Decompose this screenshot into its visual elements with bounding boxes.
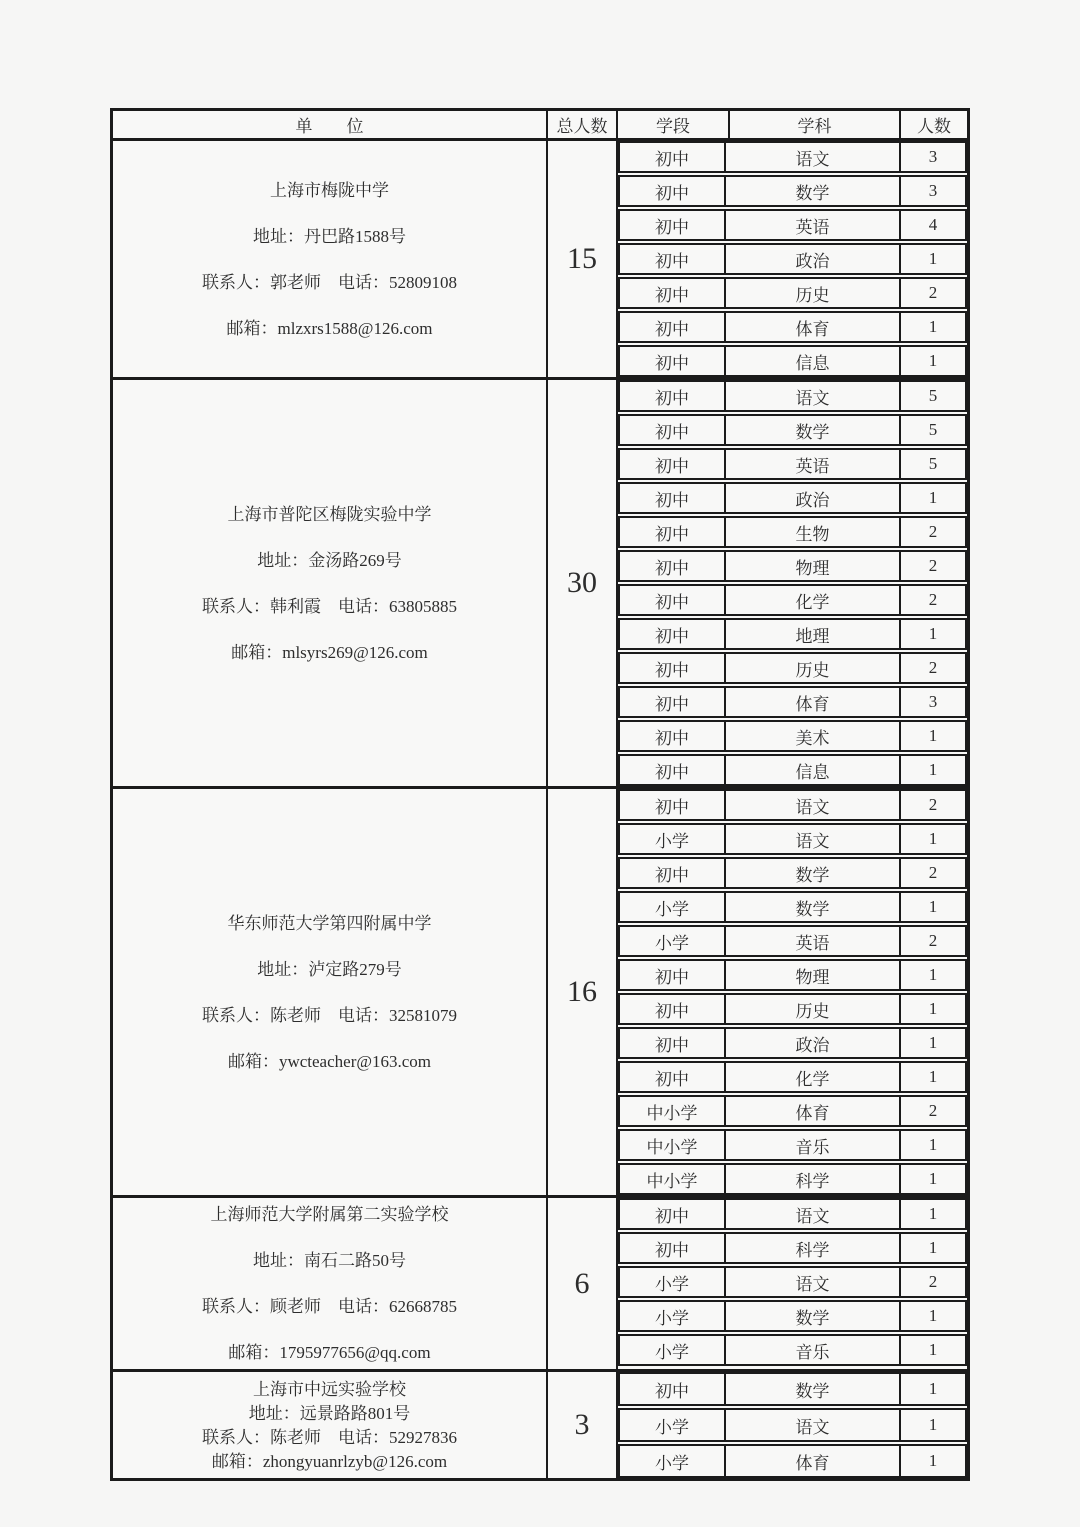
count-cell: 1 [928,1135,938,1154]
school-address: 地址：丹巴路1588号 [253,226,406,246]
stage-cell: 小学 [620,1302,726,1330]
stage-cell: 初中 [620,1200,726,1228]
subject-row [618,1061,967,1093]
school-block [113,377,967,786]
stage-cell: 初中 [620,450,726,478]
subject-cell: 体育 [726,1446,901,1476]
school-block [113,1195,967,1369]
subject-cell: 历史 [726,654,901,682]
stage-cell: 小学 [620,1336,726,1364]
subject-cell: 语文 [726,382,901,410]
subject-cell: 历史 [726,995,901,1023]
school-contact: 联系人：陈老师 电话：52927836 [202,1427,457,1447]
subject-rows [618,1198,967,1369]
stage-cell: 小学 [620,825,726,853]
count-cell: 1 [928,965,938,984]
recruitment-table [110,108,970,1481]
count-cell: 5 [928,386,938,405]
count-cell: 3 [928,147,938,166]
stage-cell: 初中 [620,416,726,444]
school-block [113,1369,967,1478]
stage-cell: 初中 [620,620,726,648]
subject-cell: 数学 [726,416,901,444]
school-email: 邮箱：1795977656@qq.com [228,1343,431,1362]
stage-cell: 初中 [620,1374,726,1404]
school-block [113,141,967,377]
stage-cell: 小学 [620,927,726,955]
subject-rows [618,1372,967,1478]
subject-cell: 美术 [726,722,901,750]
stage-cell: 初中 [620,313,726,341]
subject-row [618,345,967,377]
subject-row [618,1334,967,1366]
subject-row [618,1232,967,1264]
stage-cell: 小学 [620,1446,726,1476]
count-cell: 1 [928,624,938,643]
subject-cell: 化学 [726,586,901,614]
unit-cell [113,789,548,1195]
subject-cell: 科学 [726,1234,901,1262]
count-cell: 1 [928,829,938,848]
total-count: 15 [548,141,618,377]
subject-row [618,1027,967,1059]
subject-row [618,175,967,207]
subject-cell: 英语 [726,450,901,478]
subject-cell: 数学 [726,859,901,887]
subject-cell: 政治 [726,245,901,273]
stage-cell: 初中 [620,654,726,682]
count-cell: 1 [928,897,938,916]
count-cell: 1 [928,1204,938,1223]
subject-row [618,584,967,616]
subject-cell: 科学 [726,1165,901,1193]
subject-cell: 语文 [726,1410,901,1440]
stage-cell: 初中 [620,688,726,716]
subject-row [618,277,967,309]
stage-cell: 初中 [620,722,726,750]
school-address: 地址：泸定路279号 [257,959,402,979]
subject-row [618,857,967,889]
stage-cell: 小学 [620,893,726,921]
count-cell: 1 [928,317,938,336]
count-cell: 1 [928,726,938,745]
count-cell: 1 [928,1340,938,1359]
stage-cell: 初中 [620,382,726,410]
subject-row [618,243,967,275]
count-cell: 1 [928,760,938,779]
subject-rows [618,380,967,786]
stage-cell: 初中 [620,518,726,546]
subject-row [618,925,967,957]
count-cell: 2 [928,283,938,302]
count-cell: 2 [928,590,938,609]
subject-cell: 数学 [726,1302,901,1330]
subject-row [618,414,967,446]
count-cell: 2 [928,556,938,575]
total-count: 30 [548,380,618,786]
subject-row [618,720,967,752]
subject-row [618,1129,967,1161]
subject-cell: 政治 [726,484,901,512]
school-contact: 联系人：郭老师 电话：52809108 [202,272,457,292]
subject-cell: 音乐 [726,1336,901,1364]
table-blocks [113,141,967,1478]
school-email: 邮箱：ywcteacher@163.com [227,1051,432,1071]
subject-row [618,141,967,173]
header-total: 总人数 [548,111,618,138]
count-cell: 1 [928,1451,938,1470]
stage-cell: 初中 [620,1029,726,1057]
subject-row [618,1372,967,1406]
school-name: 上海市普陀区梅陇实验中学 [227,504,432,524]
subject-row [618,1163,967,1195]
stage-cell: 初中 [620,347,726,375]
subject-cell: 语文 [726,1268,901,1296]
subject-row [618,686,967,718]
subject-row [618,311,967,343]
subject-cell: 语文 [726,825,901,853]
count-cell: 3 [928,181,938,200]
count-cell: 5 [928,420,938,439]
subject-cell: 物理 [726,961,901,989]
total-count: 6 [548,1198,618,1369]
header-stage: 学段 [618,111,730,138]
subject-row [618,448,967,480]
subject-row [618,209,967,241]
subject-cell: 化学 [726,1063,901,1091]
header-unit: 单 位 [113,111,548,138]
subject-cell: 信息 [726,347,901,375]
count-cell: 1 [928,488,938,507]
school-contact: 联系人：陈老师 电话：32581079 [202,1005,457,1025]
unit-cell [113,1198,548,1369]
stage-cell: 小学 [620,1410,726,1440]
count-cell: 1 [928,249,938,268]
school-email: 邮箱：mlzxrs1588@126.com [226,318,433,338]
stage-cell: 中小学 [620,1131,726,1159]
count-cell: 2 [928,1101,938,1120]
subject-cell: 语文 [726,1200,901,1228]
subject-row [618,1266,967,1298]
stage-cell: 初中 [620,756,726,784]
count-cell: 2 [928,795,938,814]
subject-cell: 体育 [726,1097,901,1125]
subject-cell: 历史 [726,279,901,307]
stage-cell: 初中 [620,211,726,239]
subject-cell: 英语 [726,211,901,239]
unit-cell [113,380,548,786]
stage-cell: 小学 [620,1268,726,1296]
subject-row [618,823,967,855]
school-email: 邮箱：zhongyuanrlzyb@126.com [211,1451,448,1471]
subject-row [618,516,967,548]
subject-cell: 数学 [726,1374,901,1404]
count-cell: 1 [928,1238,938,1257]
subject-row [618,550,967,582]
count-cell: 1 [928,1169,938,1188]
stage-cell: 初中 [620,177,726,205]
subject-cell: 地理 [726,620,901,648]
table-header-row [113,111,967,141]
unit-cell [113,141,548,377]
header-count: 人数 [917,117,951,136]
subject-cell: 体育 [726,313,901,341]
school-contact: 联系人：顾老师 电话：62668785 [202,1297,457,1316]
school-name: 华东师范大学第四附属中学 [227,913,432,933]
subject-cell: 生物 [726,518,901,546]
count-cell: 2 [928,863,938,882]
count-cell: 5 [928,454,938,473]
subject-row [618,618,967,650]
school-name: 上海市梅陇中学 [270,180,389,200]
stage-cell: 中小学 [620,1165,726,1193]
unit-cell [113,1372,548,1478]
count-cell: 1 [928,1379,938,1398]
stage-cell: 初中 [620,143,726,171]
subject-row [618,959,967,991]
count-cell: 1 [928,1067,938,1086]
count-cell: 2 [928,658,938,677]
stage-cell: 初中 [620,1063,726,1091]
subject-cell: 音乐 [726,1131,901,1159]
stage-cell: 初中 [620,552,726,580]
stage-cell: 初中 [620,859,726,887]
subject-row [618,754,967,786]
stage-cell: 初中 [620,961,726,989]
school-name: 上海市中远实验学校 [253,1379,406,1399]
stage-cell: 初中 [620,1234,726,1262]
subject-rows [618,789,967,1195]
school-email: 邮箱：mlsyrs269@126.com [231,642,428,662]
header-subject: 学科 [730,111,901,138]
stage-cell: 初中 [620,791,726,819]
subject-cell: 英语 [726,927,901,955]
subject-row [618,1300,967,1332]
subject-cell: 物理 [726,552,901,580]
school-address: 地址：金汤路269号 [257,550,402,570]
stage-cell: 初中 [620,279,726,307]
subject-row [618,1095,967,1127]
subject-row [618,1408,967,1442]
count-cell: 1 [928,351,938,370]
school-name: 上海师范大学附属第二实验学校 [210,1205,449,1224]
count-cell: 2 [928,1272,938,1291]
count-cell: 1 [928,1306,938,1325]
subject-cell: 体育 [726,688,901,716]
subject-cell: 信息 [726,756,901,784]
stage-cell: 初中 [620,245,726,273]
count-cell: 1 [928,1033,938,1052]
subject-row [618,652,967,684]
school-address: 地址：南石二路50号 [253,1251,406,1270]
subject-row [618,1444,967,1478]
stage-cell: 中小学 [620,1097,726,1125]
subject-row [618,380,967,412]
subject-row [618,789,967,821]
total-count: 3 [548,1372,618,1478]
count-cell: 1 [928,999,938,1018]
total-count: 16 [548,789,618,1195]
subject-cell: 政治 [726,1029,901,1057]
stage-cell: 初中 [620,586,726,614]
subject-cell: 语文 [726,143,901,171]
stage-cell: 初中 [620,995,726,1023]
subject-row [618,482,967,514]
school-contact: 联系人：韩利霞 电话：63805885 [202,596,457,616]
subject-row [618,1198,967,1230]
subject-row [618,993,967,1025]
subject-rows [618,141,967,377]
count-cell: 2 [928,931,938,950]
stage-cell: 初中 [620,484,726,512]
count-cell: 1 [928,1415,938,1434]
count-cell: 2 [928,522,938,541]
subject-cell: 数学 [726,177,901,205]
subject-cell: 数学 [726,893,901,921]
subject-row [618,891,967,923]
school-block [113,786,967,1195]
count-cell: 3 [928,692,938,711]
count-cell: 4 [928,215,938,234]
school-address: 地址：远景路路801号 [248,1403,411,1423]
subject-cell: 语文 [726,791,901,819]
